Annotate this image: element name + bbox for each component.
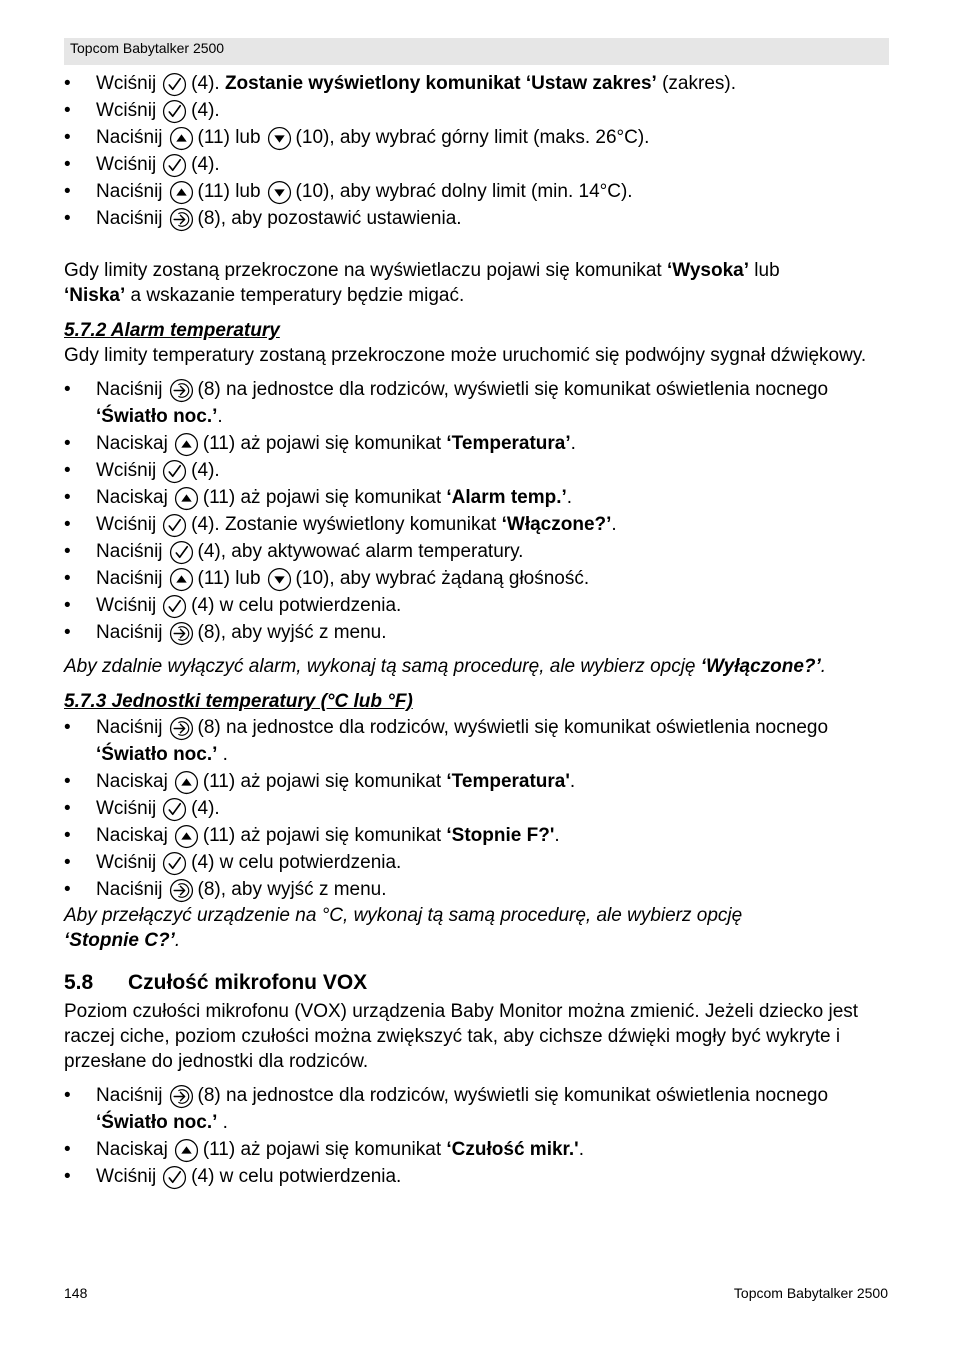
section-58-heading: 5.8 Czułość mikrofonu VOX [64, 971, 368, 994]
footer-title: Topcom Babytalker 2500 [733, 1285, 888, 1301]
section-58-intro: Poziom czułości mikrofonu (VOX) urządzenia Baby Monitor można zmienić. Jeżeli dziecko jest raczej ciche, poziom czułości można zwiększyć tak, aby cichsze dźwięki mogły być wykryte i przesłane do jednostki dla rodziców. [64, 1001, 859, 1072]
list-item: • Wciśnij (4). [64, 457, 894, 484]
list-item: • Naciśnij (4), aby aktywować alarm temperatury. [64, 538, 894, 565]
list-item: • Wciśnij (4). Zostanie wyświetlony komunikat ‘Ustaw zakres’ (zakres). [64, 70, 894, 97]
up-arrow-circle-icon [174, 486, 199, 511]
bullet: • [64, 100, 71, 121]
up-arrow-circle-icon [174, 1138, 199, 1163]
bullet: • [64, 771, 71, 792]
down-arrow-circle-icon [267, 567, 292, 592]
bullet: • [64, 73, 71, 94]
list-item: • Naciśnij (8) na jednostce dla rodziców, wyświetli się komunikat oświetlenia nocnego ‘Światło noc.’. [64, 376, 894, 430]
list-item: • Naciskaj (11) aż pojawi się komunikat ‘Temperatura'. [64, 768, 894, 795]
list-item: • Wciśnij (4). [64, 795, 894, 822]
bullet: • [64, 208, 71, 229]
bullet: • [64, 181, 71, 202]
header-title: Topcom Babytalker 2500 [70, 40, 225, 56]
page-content [64, 70, 894, 1190]
check-circle-icon [169, 540, 194, 565]
list-item: • Naciśnij (11) lub (10), aby wybrać górny limit (maks. 26°C). [64, 124, 894, 151]
bullet: • [64, 717, 71, 738]
bullet: • [64, 595, 71, 616]
bullet: • [64, 379, 71, 400]
list-item: • Naciśnij (8) na jednostce dla rodziców, wyświetli się komunikat oświetlenia nocnego ‘Światło noc.’ . [64, 714, 894, 768]
bullet: • [64, 460, 71, 481]
bullet: • [64, 487, 71, 508]
list-item: • Wciśnij (4) w celu potwierdzenia. [64, 592, 894, 619]
down-arrow-circle-icon [267, 126, 292, 151]
list-item: • Naciśnij (8), aby wyjść z menu. [64, 619, 894, 646]
exit-arrow-circle-icon [169, 1084, 194, 1109]
check-circle-icon [162, 594, 187, 619]
list-item: • Wciśnij (4). [64, 151, 894, 178]
exit-arrow-circle-icon [169, 716, 194, 741]
check-circle-icon [162, 459, 187, 484]
list-item: • Naciśnij (11) lub (10), aby wybrać dolny limit (min. 14°C). [64, 178, 894, 205]
bullet: • [64, 154, 71, 175]
list-item: • Naciskaj (11) aż pojawi się komunikat ‘Alarm temp.’. [64, 484, 894, 511]
section-572-title: 5.7.2 Alarm temperatury [64, 320, 280, 341]
bullet: • [64, 1085, 71, 1106]
up-arrow-circle-icon [169, 567, 194, 592]
check-circle-icon [162, 851, 187, 876]
down-arrow-circle-icon [267, 180, 292, 205]
bullet: • [64, 852, 71, 873]
check-circle-icon [162, 797, 187, 822]
list-item: • Naciskaj (11) aż pojawi się komunikat ‘Stopnie F?'. [64, 822, 894, 849]
bullet: • [64, 127, 71, 148]
bullet: • [64, 514, 71, 535]
bullet: • [64, 568, 71, 589]
check-circle-icon [162, 1165, 187, 1190]
footer-page-number: 148 [64, 1285, 88, 1301]
list-item: • Naciśnij (8) na jednostce dla rodziców, wyświetli się komunikat oświetlenia nocnego ‘Światło noc.’ . [64, 1082, 894, 1136]
bullet-list-vox [64, 1082, 894, 1190]
bullet: • [64, 541, 71, 562]
exit-arrow-circle-icon [169, 378, 194, 403]
section-572-note: Aby zdalnie wyłączyć alarm, wykonaj tą samą procedurę, ale wybierz opcję ‘Wyłączone?’. [64, 656, 827, 677]
list-item: • Naciskaj (11) aż pojawi się komunikat ‘Czułość mikr.'. [64, 1136, 894, 1163]
check-circle-icon [162, 99, 187, 124]
up-arrow-circle-icon [169, 180, 194, 205]
bullet: • [64, 433, 71, 454]
bullet: • [64, 1166, 71, 1187]
list-item: • Naciśnij (11) lub (10), aby wybrać żądaną głośność. [64, 565, 894, 592]
check-circle-icon [162, 513, 187, 538]
check-circle-icon [162, 153, 187, 178]
section-573-note: Aby przełączyć urządzenie na °C, wykonaj tą samą procedurę, ale wybierz opcję ‘Stopnie C?’. [64, 905, 743, 951]
list-item: • Naciskaj (11) aż pojawi się komunikat ‘Temperatura’. [64, 430, 894, 457]
exit-arrow-circle-icon [169, 207, 194, 232]
exit-arrow-circle-icon [169, 878, 194, 903]
bullet: • [64, 879, 71, 900]
bullet: • [64, 1139, 71, 1160]
list-item: • Naciśnij (8), aby wyjść z menu. [64, 876, 894, 903]
list-item: • Naciśnij (8), aby pozostawić ustawienia. [64, 205, 894, 232]
bullet: • [64, 825, 71, 846]
section-573-title: 5.7.3 Jednostki temperatury (°C lub °F) [64, 691, 413, 712]
bullet-list-range [64, 70, 894, 232]
exit-arrow-circle-icon [169, 621, 194, 646]
section-572-intro: Gdy limity temperatury zostaną przekroczone może uruchomić się podwójny sygnał dźwiękowy. [64, 345, 867, 366]
bullet-list-alarm [64, 376, 894, 646]
list-item: • Wciśnij (4) w celu potwierdzenia. [64, 1163, 894, 1190]
up-arrow-circle-icon [169, 126, 194, 151]
limits-paragraph: Gdy limity zostaną przekroczone na wyświetlaczu pojawi się komunikat ‘Wysoka’ lub ‘Niska’ a wskazanie temperatury będzie migać. [64, 260, 780, 306]
list-item: • Wciśnij (4). Zostanie wyświetlony komunikat ‘Włączone?’. [64, 511, 894, 538]
list-item: • Wciśnij (4). [64, 97, 894, 124]
up-arrow-circle-icon [174, 824, 199, 849]
up-arrow-circle-icon [174, 432, 199, 457]
bullet: • [64, 798, 71, 819]
page-header [64, 38, 889, 65]
check-circle-icon [162, 72, 187, 97]
list-item: • Wciśnij (4) w celu potwierdzenia. [64, 849, 894, 876]
up-arrow-circle-icon [174, 770, 199, 795]
bullet: • [64, 622, 71, 643]
bullet-list-units [64, 714, 894, 903]
